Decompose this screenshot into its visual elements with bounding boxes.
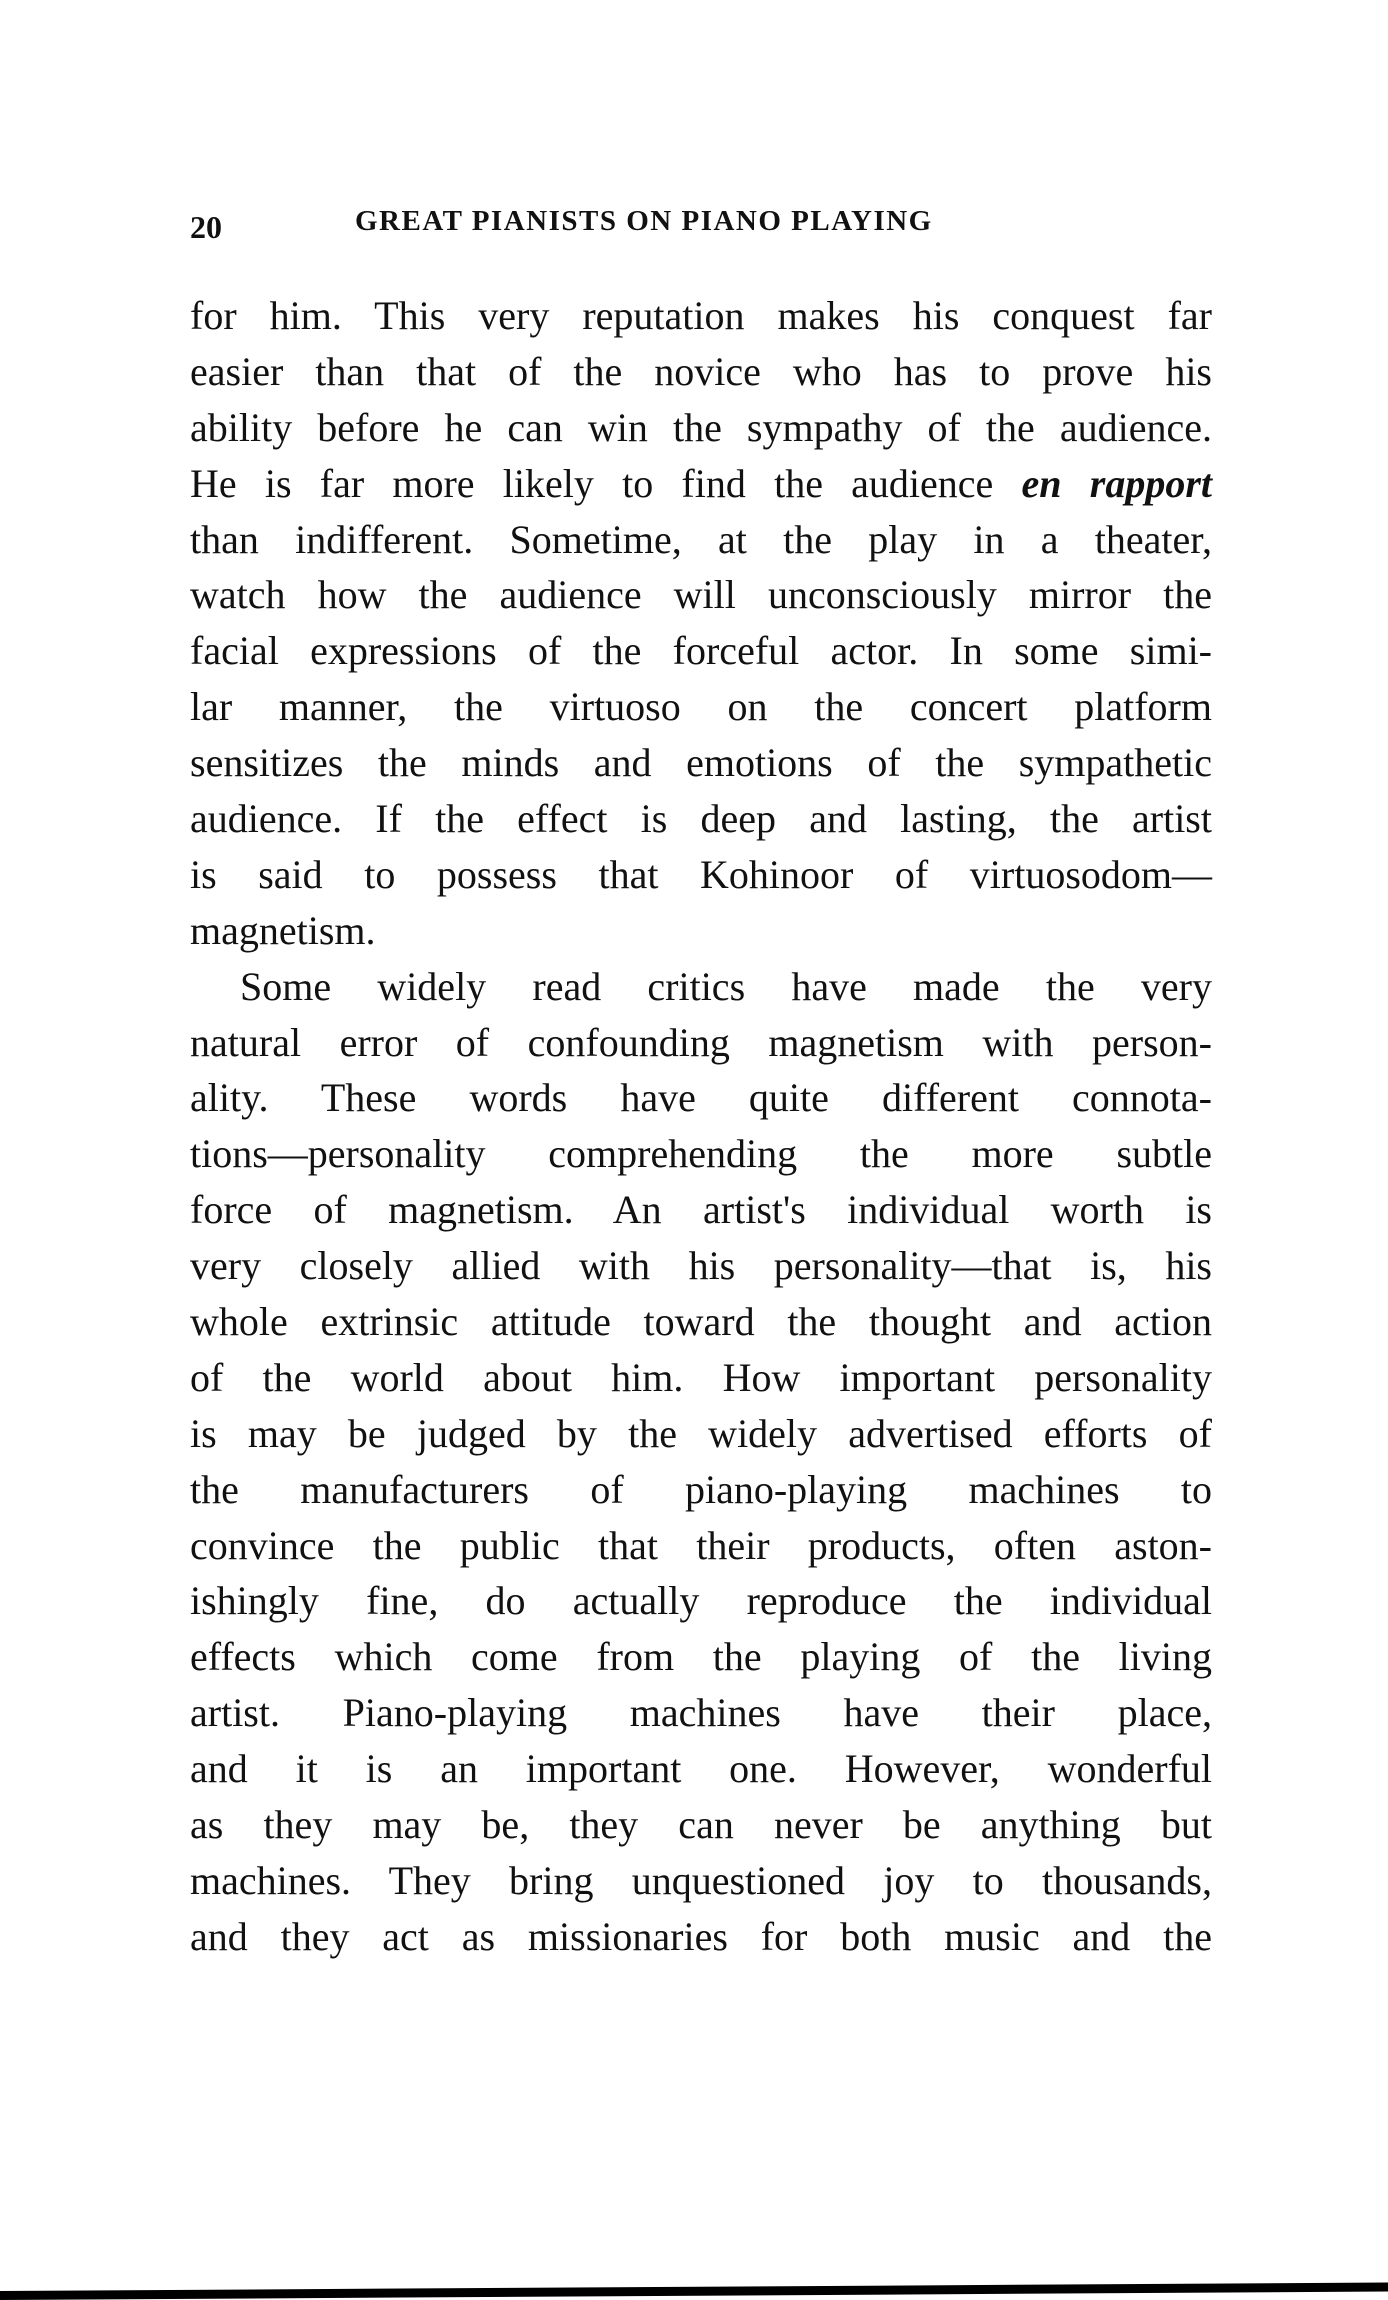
text-line: is may be judged by the widely advertised efforts of xyxy=(190,1410,1212,1456)
text-line: watch how the audience will unconsciously mirror the xyxy=(190,572,1212,618)
text-line: tions—personality comprehending the more subtle xyxy=(190,1131,1212,1177)
text-line: whole extrinsic attitude toward the thought and action xyxy=(190,1299,1212,1345)
text-line: than indifferent. Sometime, at the play in a theater, xyxy=(190,516,1212,562)
text-line: and they act as missionaries for both music and the xyxy=(190,1913,1212,1959)
text-line: lar manner, the virtuoso on the concert platform xyxy=(190,684,1212,730)
text-line: facial expressions of the forceful actor. In some simi- xyxy=(190,628,1212,674)
text-line: magnetism. xyxy=(190,907,376,953)
text-line: ality. These words have quite different connota- xyxy=(190,1075,1212,1121)
scan-edge-bar xyxy=(0,2283,1388,2300)
page-number: 20 xyxy=(190,209,222,245)
text-line: convince the public that their products, often aston- xyxy=(190,1522,1212,1568)
text-line: easier than that of the novice who has to prove his xyxy=(190,348,1212,394)
text-line: is said to possess that Kohinoor of virtuosodom— xyxy=(190,851,1212,897)
text-line: as they may be, they can never be anything but xyxy=(190,1802,1212,1848)
text-line xyxy=(190,456,1212,512)
text-line: natural error of confounding magnetism with person- xyxy=(190,1019,1212,1065)
text-line: ability before he can win the sympathy of the audience. xyxy=(190,404,1212,450)
running-header xyxy=(190,205,1220,245)
text-line: the manufacturers of piano-playing machines to xyxy=(190,1466,1212,1512)
text-line: very closely allied with his personality—that is, his xyxy=(190,1243,1212,1289)
running-title: GREAT PIANISTS ON PIANO PLAYING xyxy=(355,205,933,237)
text-line: force of magnetism. An artist's individual worth is xyxy=(190,1187,1212,1233)
text-line: audience. If the effect is deep and lasting, the artist xyxy=(190,796,1212,842)
paragraph-1 xyxy=(190,288,1212,959)
paragraph-2 xyxy=(190,959,1212,1965)
text-segment: He is far more likely to find the audience xyxy=(190,460,1022,506)
italic-phrase: en rapport xyxy=(1021,460,1212,506)
text-line: for him. This very reputation makes his conquest far xyxy=(190,293,1212,338)
text-line: machines. They bring unquestioned joy to thousands, xyxy=(190,1857,1212,1903)
text-line: Some widely read critics have made the very xyxy=(240,963,1212,1009)
text-line: ishingly fine, do actually reproduce the individual xyxy=(190,1578,1212,1624)
text-line: and it is an important one. However, wonderful xyxy=(190,1746,1212,1792)
page-body xyxy=(190,288,1212,1965)
text-line: sensitizes the minds and emotions of the sympathetic xyxy=(190,740,1212,786)
text-line: of the world about him. How important personality xyxy=(190,1354,1212,1400)
text-line: effects which come from the playing of the living xyxy=(190,1634,1212,1680)
text-line: artist. Piano-playing machines have their place, xyxy=(190,1690,1212,1736)
